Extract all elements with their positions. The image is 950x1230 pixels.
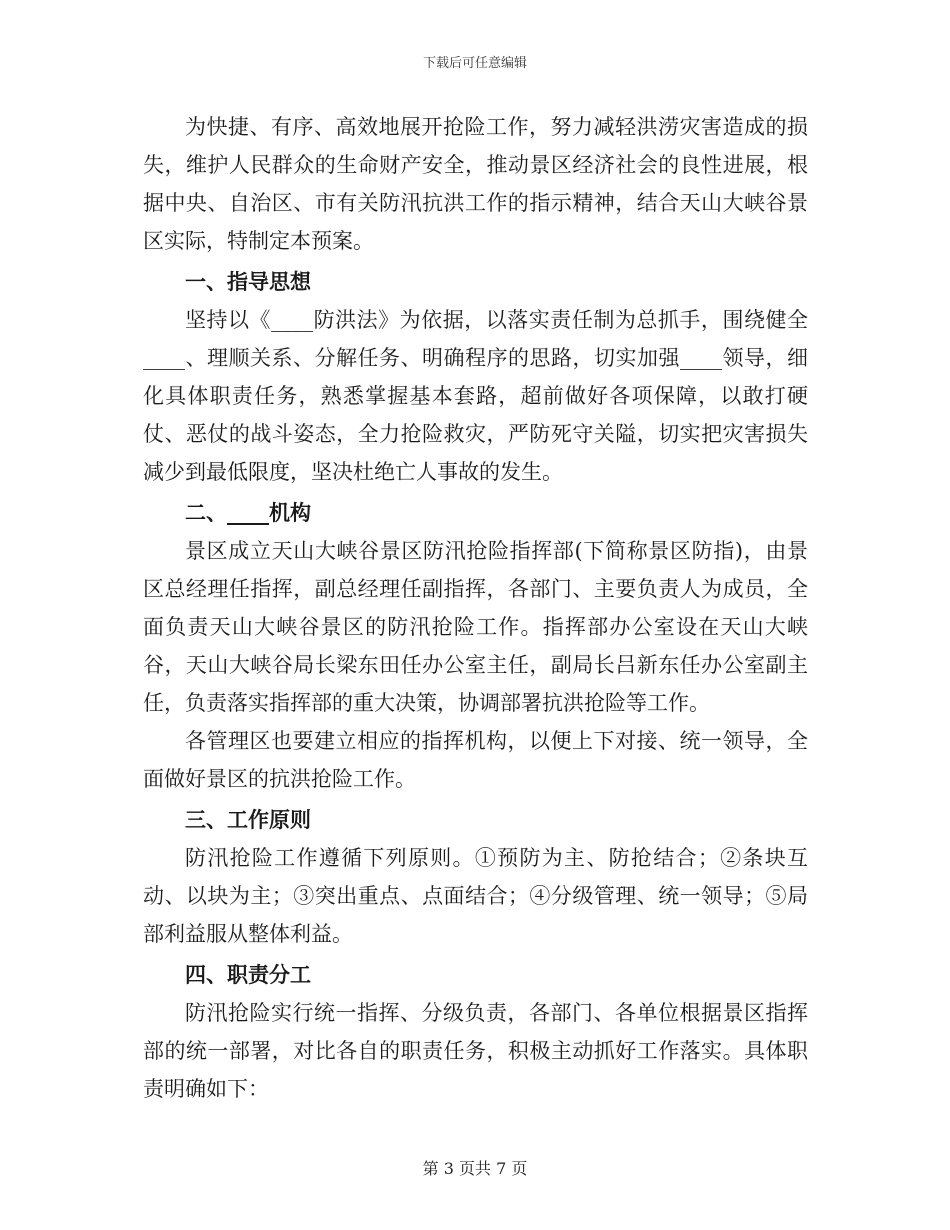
section-heading-guiding-ideology: 一、指导思想 [185,270,311,294]
section-paragraph-organization-1: 景区成立天山大峡谷景区防汛抢险指挥部(下简称景区防指)，由景区总经理任指挥，副总经理任副指挥，各部门、主要负责人为成员，全面负责天山大峡谷景区的防汛抢险工作。指挥部办公室设在天山大峡谷，天山大峡谷局长梁东田任办公室主任，副局长吕新东任办公室副主任，负责落实指挥部的重大决策，协调部署抗洪抢险等工作。 [143,539,808,715]
page-footer: 第 3 页共 7 页 [422,1159,528,1178]
section-heading-organization: 二、____机构 [185,501,311,525]
page-header: 下载后可任意编辑 [422,56,527,71]
section-heading-responsibilities: 四、职责分工 [185,963,311,987]
section-paragraph-responsibilities: 防汛抢险实行统一指挥、分级负责，各部门、各单位根据景区指挥部的统一部署，对比各自的职责任务，积极主动抓好工作落实。具体职责明确如下： [143,1001,808,1101]
intro-paragraph: 为快捷、有序、高效地展开抢险工作，努力减轻洪涝灾害造成的损失，维护人民群众的生命财产安全，推动景区经济社会的良性进展，根据中央、自治区、市有关防汛抗洪工作的指示精神，结合天山大峡谷景区实际，特制定本预案。 [143,115,808,253]
section-heading-work-principles: 三、工作原则 [185,808,311,832]
section-paragraph-guiding-ideology: 坚持以《____防洪法》为依据，以落实责任制为总抓手，围绕健全____、理顺关系、分解任务、明确程序的思路，切实加强____领导，细化具体职责任务，熟悉掌握基本套路，超前做好各项保障，以敢打硬仗、恶仗的战斗姿态，全力抢险救灾，严防死守关隘，切实把灾害损失减少到最低限度，坚决杜绝亡人事故的发生。 [143,308,808,484]
document-body [143,108,808,1108]
section-paragraph-organization-2: 各管理区也要建立相应的指挥机构，以便上下对接、统一领导，全面做好景区的抗洪抢险工作。 [143,729,808,791]
section-paragraph-work-principles: 防汛抢险工作遵循下列原则。①预防为主、防抢结合；②条块互动、以块为主；③突出重点、点面结合；④分级管理、统一领导；⑤局部利益服从整体利益。 [143,846,808,946]
